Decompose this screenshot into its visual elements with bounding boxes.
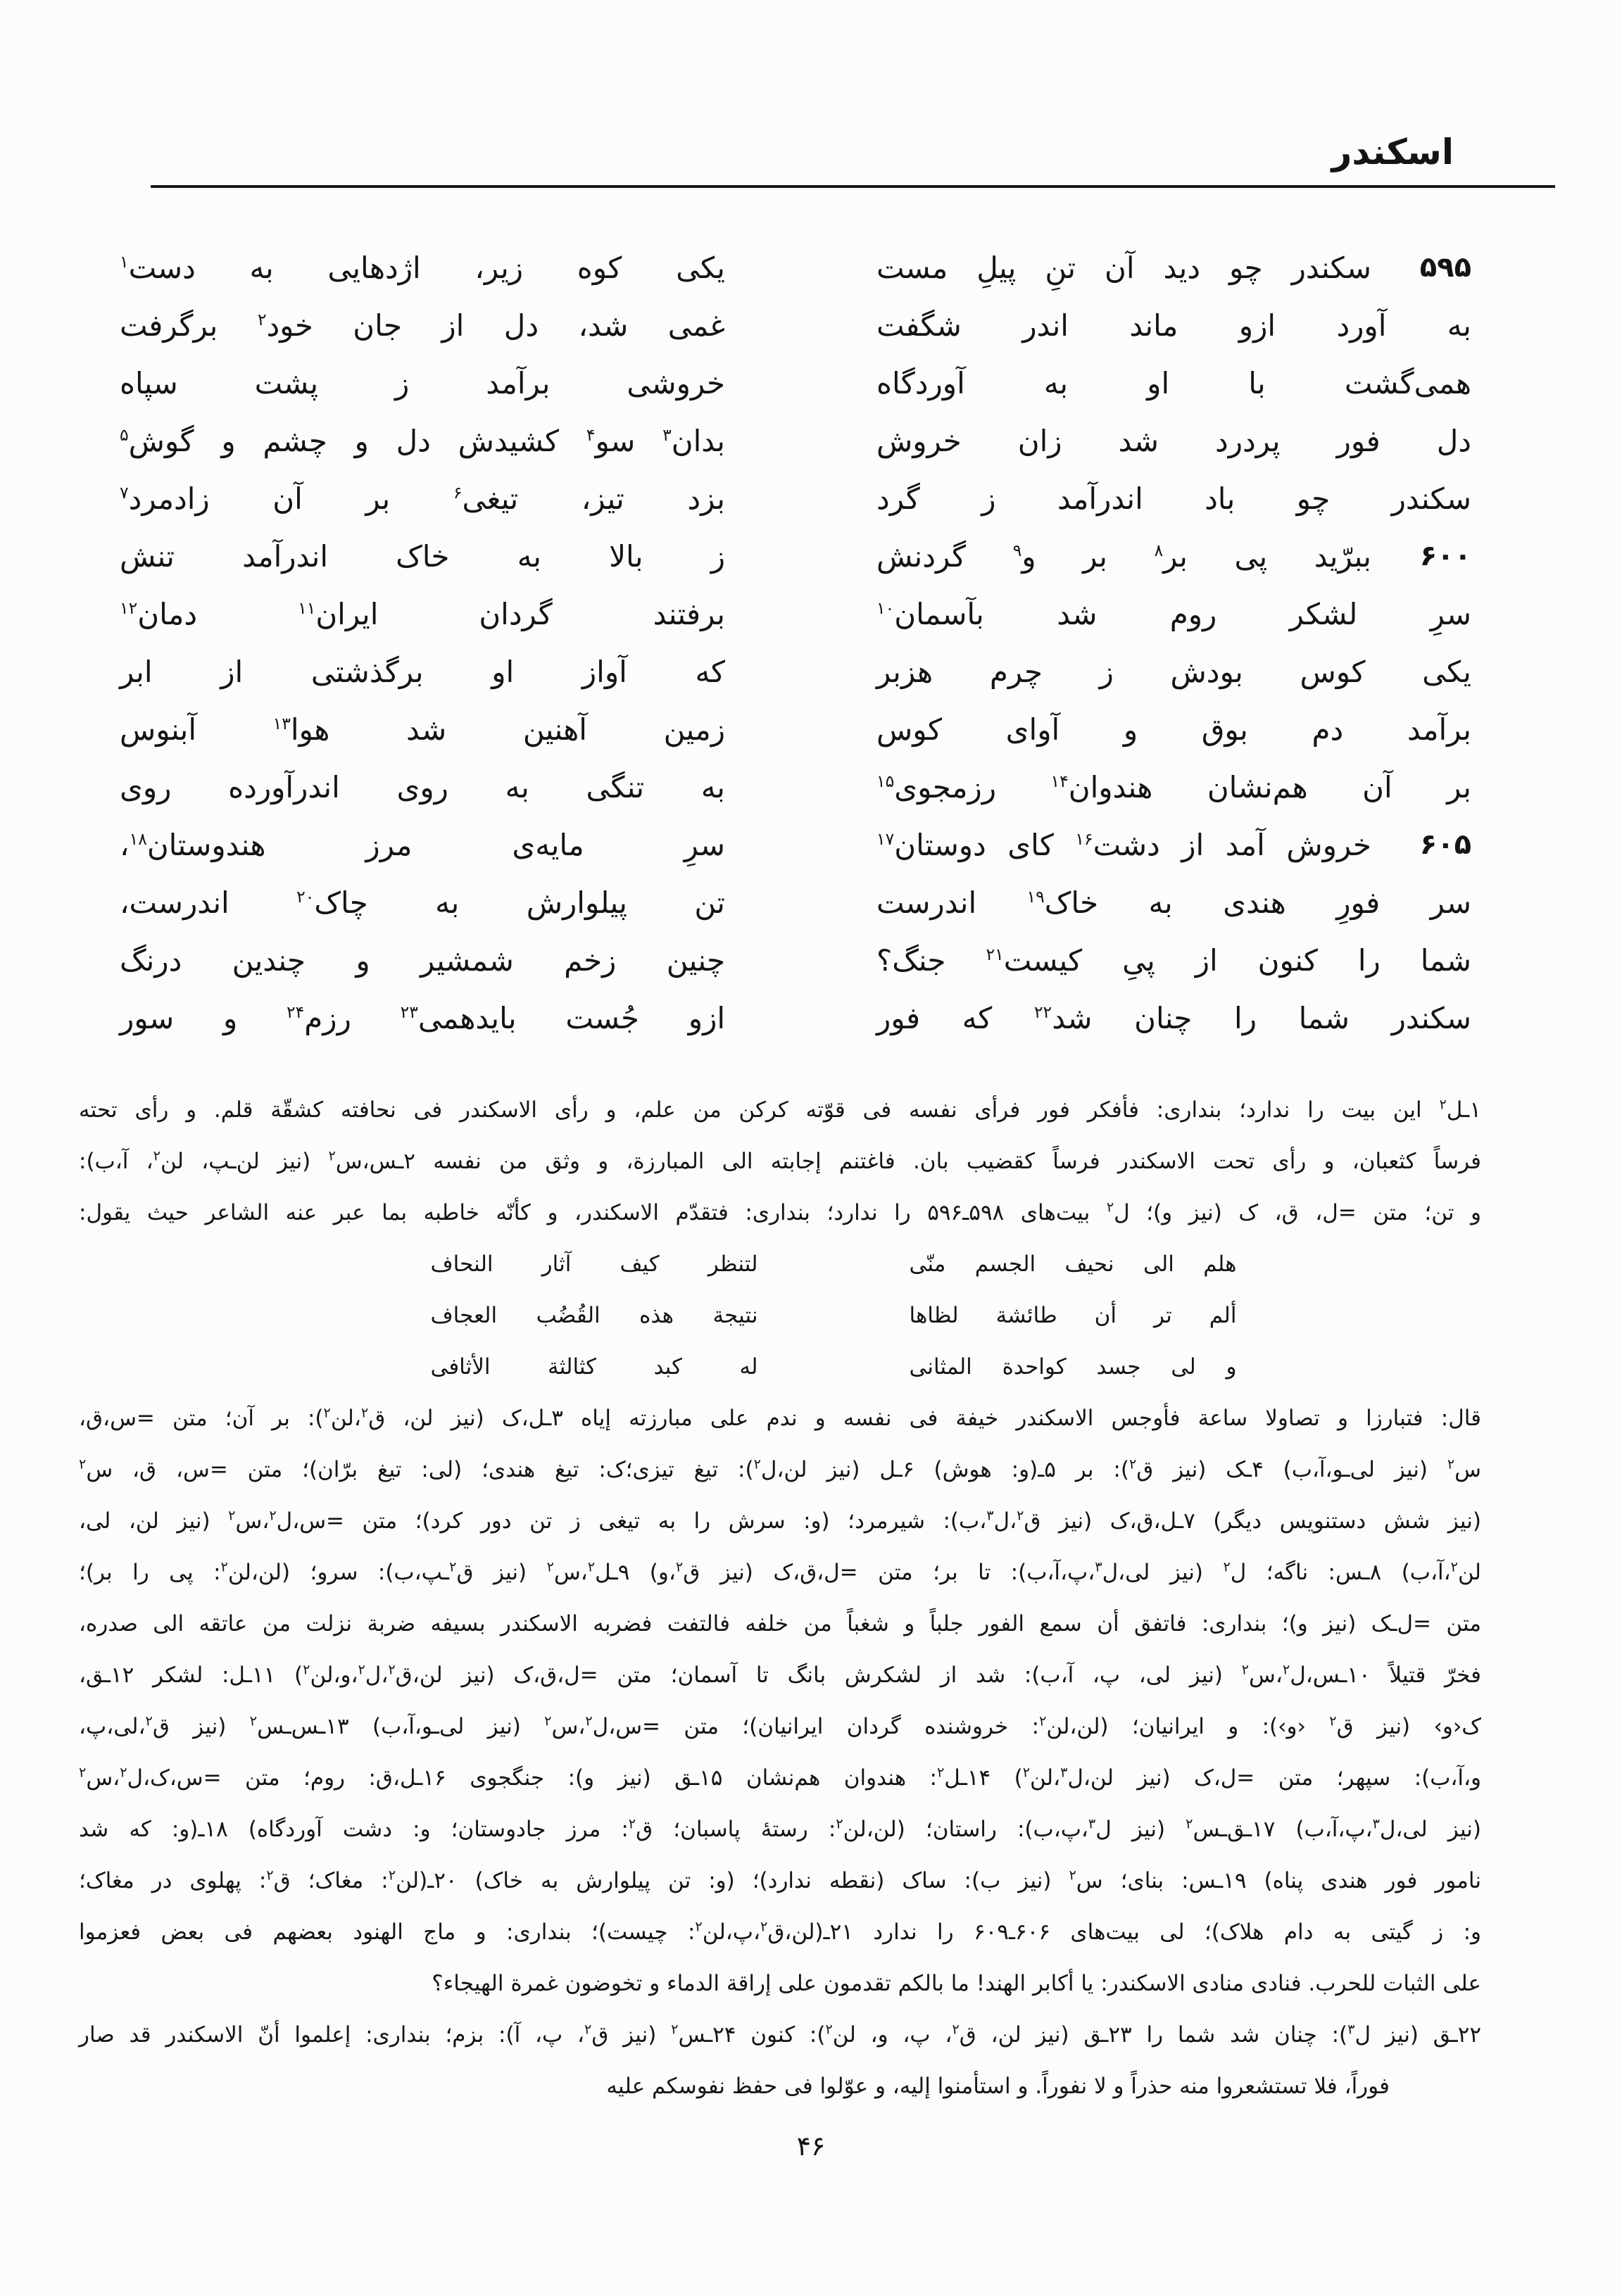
arabic-hemistich-left: لتنظر کیف آثار النحاف — [430, 1251, 758, 1277]
arabic-couplet — [132, 1342, 1535, 1393]
hemistich-1: شما را کنون از پیِ کیست$^{۲۱}$ جنگ؟ — [876, 942, 1471, 978]
hemistich-2: غمی شد، دل از جان خود$^۲$ برگرفت — [120, 308, 726, 343]
hemistich-1: سرِ لشکر روم شد بآسمان$^{۱۰}$ — [876, 596, 1471, 631]
hemistich-1: سر فورِ هندی به خاک$^{۱۹}$ اندرست — [876, 885, 1471, 920]
footnote-line: س$^۲$ (نیز لی‌ـو،آ،ب) ۴ـک (نیز ق$^۲$): بر ۵ـ(و: هوش) ۶ـل (نیز لن،ل$^۲$): تیغ تیزی؛ک: تیغ هندی؛ (لی: تیغ برّان)؛ متن =س، ق، س$^۲$ — [79, 1456, 1481, 1482]
footnote-line: و: ز گیتی به دام هلاک)؛ لی بیت‌های ۶۰۶ـ۶۰۹ را ندارد ۲۱ـ(لن،ق$^۲$،پ،لن$^۲$: چیست)؛ بنداری: و ماج الهنود بعضهم فی بعض فعزموا — [79, 1918, 1481, 1945]
verse-row — [120, 873, 1471, 931]
arabic-hemistich-left: له کبد کثالثة الأثافی — [430, 1354, 758, 1380]
arabic-hemistich-right: ألم تر أن طائشة لظاها — [909, 1303, 1237, 1328]
verse-row — [120, 296, 1471, 354]
arabic-hemistich-right: هلم الی نحیف الجسم منّی — [909, 1251, 1237, 1277]
footnote-line: و تن؛ متن =ل، ق، ک (نیز و)؛ ل$^۲$ بیت‌های ۵۹۸ـ۵۹۶ را ندارد؛ بنداری: فتقدّم الاسکندر، و کأنّه خاطبه بما عبر عنه الشاعر حیث یقول: — [79, 1199, 1481, 1225]
footnote-line: ۱ـل$^۲$ این بیت را ندارد؛ بنداری: فأفکر فور فرأی نفسه فی قوّته کرکن من علم، و رأی الاسکندر فی نحافته کشقّة قلم. و رأی تحته — [79, 1096, 1481, 1123]
verse-number: ۵۹۵ — [1419, 251, 1471, 284]
hemistich-2: بدان$^۳$ سو$^۴$ کشیدش دل و چشم و گوش$^۵$ — [120, 423, 725, 458]
page-footer — [0, 2131, 1622, 2162]
arabic-couplet — [132, 1239, 1535, 1290]
hemistich-1: ببرّید پی بر$^۸$ بر و$^۹$ گردنش — [876, 538, 1371, 574]
verse-row — [120, 643, 1471, 700]
hemistich-1: بر آن هم‌نشان هندوان$^{۱۴}$ رزمجوی$^{۱۵}$ — [876, 769, 1471, 805]
hemistich-2: خروشی برآمد ز پشت سپاه — [120, 365, 725, 400]
hemistich-1: سکندر چو باد اندرآمد ز گرد — [876, 481, 1471, 516]
hemistich-1: دل فور پردرد شد زان خروش — [876, 423, 1471, 458]
verse-row — [120, 527, 1471, 585]
footnote-section — [79, 1085, 1481, 2112]
footnote-line: متن =ل‌ـک (نیز و)؛ بنداری: فاتفق أن سمع الفور جلباً و شغباً من خلفه فالتفت فضربه الاسکندر بسیفه ضربة نزلت من عاتقه الی صدره، — [79, 1611, 1481, 1636]
hemistich-2: بزد تیز، تیغی$^۶$ بر آن زادمرد$^۷$ — [120, 481, 725, 516]
footnote-line: قال: فتبارزا و تصاولا ساعة فأوجس الاسکندر خیفة فی نفسه و ندم علی مبارزته إیاه ۳ـل،ک (نیز لن، ق$^۲$،لن$^۲$): بر آن؛ متن =س،ق، — [79, 1404, 1482, 1431]
hemistich-1: سکندر شما را چنان شد$^{۲۲}$ که فور — [876, 1000, 1471, 1035]
hemistich-1: به آورد ازو ماند اندر شگفت — [876, 308, 1471, 343]
footnote-line: ۲۲ـق (نیز ل$^۳$): چنان شد شما را ۲۳ـق (نیز لن، ق$^۲$، پ، و، لن$^۲$): کنون ۲۴ـس$^۲$ (نیز ق$^۲$، پ، آ): بزم؛ بنداری: إعلموا أنّ الاسکندر قد صار — [79, 2021, 1482, 2048]
verse-row — [120, 931, 1471, 989]
footnote-line: علی الثبات للحرب. فنادی منادی الاسکندر: یا أکابر الهند! ما بالکم تقدمون علی إراقة الدماء و تخوضون غمرة الهیجاء؟ — [432, 1971, 1481, 1996]
hemistich-2: که آواز او برگذشتی از ابر — [120, 654, 725, 689]
hemistich-1: یکی کوس بودش ز چرم هزبر — [876, 654, 1471, 689]
hemistich-2: یکی کوه زیر، اژدهایی به دست$^۱$ — [120, 250, 725, 285]
verse-row — [120, 585, 1471, 643]
arabic-hemistich-right: و لی جسد کواحدة المثانی — [909, 1354, 1237, 1380]
first-hemistich-zone — [876, 770, 1471, 805]
footnote-line: (نیز لی،ل$^۳$،پ،آ،ب) ۱۷ـق‌ـس$^۲$ (نیز ل$^۳$،پ،ب): راستان؛ (لن،لن$^۲$: رستهٔ پاسبان؛ ق$^۲$: مرز جادوستان؛ و: دشت آوردگاه) ۱۸ـ(و: که شد — [79, 1815, 1481, 1842]
hemistich-2: ز بالا به خاک اندرآمد تنش — [120, 538, 725, 574]
first-hemistich-zone — [876, 481, 1471, 516]
verse-number: ۶۰۰ — [1419, 540, 1471, 572]
first-hemistich-zone — [876, 943, 1471, 978]
footnote-line: و،آ،ب): سپهر؛ متن =ل،ک (نیز لن،ل$^۳$،لن$^۲$) ۱۴ـل$^۲$: هندوان هم‌نشان ۱۵ـق (نیز و): جنگجوی ۱۶ـل،ق: روم؛ متن =س،ک،ل$^۲$،س$^۲$ — [79, 1764, 1482, 1791]
verse-row — [120, 469, 1471, 527]
hemistich-2: زمین آهنین شد هوا$^{۱۳}$ آبنوس — [120, 712, 725, 747]
hemistich-1: برآمد دم بوق و آوای کوس — [876, 712, 1471, 747]
hemistich-2: تن پیلوارش به چاک$^{۲۰}$ اندرست، — [120, 885, 725, 920]
footnote-line: ک‹و› (نیز ق$^۲$ ‹و›): و ایرانیان؛ (لن،لن$^۲$: خروشنده گردان ایرانیان)؛ متن =س،ل$^۲$،س$^۲$ (نیز لی‌ـو،آ،ب) ۱۳ـس‌ـس$^۲$ (نیز ق$^۲$،لی،پ، — [79, 1712, 1482, 1739]
first-hemistich-zone — [876, 539, 1471, 574]
hemistich-1: خروش آمد از دشت$^{۱۶}$ کای دوستان$^{۱۷}$ — [876, 827, 1372, 862]
verse-list — [120, 239, 1471, 1047]
first-hemistich-zone — [876, 1001, 1471, 1035]
footnote-line: (نیز شش دستنویس دیگر) ۷ـل،ق،ک (نیز ق$^۲$،ل$^۳$،ب): شیرمرد؛ (و: سرش را به تیغی ز تن دور کرد)؛ متن =س،ل$^۲$،س$^۲$ (نیز لن، لی، — [79, 1507, 1482, 1534]
hemistich-1: همی‌گشت با او به آوردگاه — [876, 365, 1471, 400]
verse-row — [120, 239, 1471, 296]
first-hemistich-zone — [876, 424, 1471, 458]
hemistich-2: سرِ مایه‌ی مرز هندوستان$^{۱۸}$، — [120, 827, 725, 862]
first-hemistich-zone — [876, 366, 1471, 400]
verse-number: ۶۰۵ — [1419, 828, 1471, 861]
first-hemistich-zone — [876, 308, 1471, 343]
verse-row — [120, 989, 1471, 1047]
first-hemistich-zone — [876, 885, 1471, 920]
footnote-line: لن$^۲$،آ،ب) ۸ـس: ناگه؛ ل$^۲$ (نیز لی،ل$^۳$،پ،آ،ب): تا بر؛ متن =ل،ق،ک (نیز ق$^۲$،و) ۹ـل$^۲$،س$^۲$ (نیز ق$^۲$ـپ،ب): سرو؛ (لن،لن$^۲$: پی را بر)؛ — [79, 1558, 1481, 1585]
section-title: اسکندر — [1331, 132, 1454, 172]
verse-row — [120, 412, 1471, 469]
verse-row — [120, 758, 1471, 816]
hemistich-2: ازو جُست بایدهمی$^{۲۳}$ رزم$^{۲۴}$ و سور — [120, 1000, 726, 1035]
verse-row — [120, 354, 1471, 412]
footnote-line: فخرّ قتیلاً ۱۰ـس،ل$^۲$،س$^۲$ (نیز لی، پ، آ،ب): شد از لشکرش بانگ تا آسمان؛ متن =ل،ق،ک (نیز لن،ق$^۲$،ل$^۲$،و،لن$^۲$) ۱۱ـل: لشکر ۱۲ـق، — [79, 1661, 1481, 1688]
verse-row — [120, 700, 1471, 758]
page-header — [0, 130, 1622, 174]
footnote-line: فرساً کثعبان، و رأی تحت الاسکندر فرساً کقضیب بان. فاغتنم إجابته الی المبارزة، و وثق من نفسه ۲ـس،س$^۲$ (نیز لن‌ـپ، لن$^۲$، آ،ب): — [79, 1147, 1482, 1174]
hemistich-1: سکندر چو دید آن تنِ پیلِ مست — [876, 250, 1371, 285]
verse-row — [120, 816, 1471, 873]
page-number: ۴۶ — [796, 2131, 826, 2162]
hemistich-2: برفتند گردان ایران$^{۱۱}$ دمان$^{۱۲}$ — [120, 596, 725, 631]
hemistich-2: به تنگی به روی اندرآورده روی — [120, 769, 725, 805]
first-hemistich-zone — [876, 655, 1471, 689]
first-hemistich-zone — [876, 712, 1471, 747]
arabic-hemistich-left: نتیجة هذه القُضُب العجاف — [430, 1303, 758, 1328]
arabic-couplet — [132, 1290, 1535, 1342]
first-hemistich-zone — [876, 251, 1471, 285]
hemistich-2: چنین زخم شمشیر و چندین درنگ — [120, 942, 725, 978]
footnote-line: فوراً، فلا تستشعروا منه حذراً و لا نفوراً. و استأمنوا إلیه، و عوّلوا فی حفظ نفوسکم علیه — [606, 2074, 1390, 2099]
first-hemistich-zone — [876, 828, 1471, 862]
footnote-line: نامور فور هندی پناه) ۱۹ـس: بنای؛ س$^۲$ (نیز ب): ساک (نقطه ندارد)؛ (و: تن پیلوارش به خاک) ۲۰ـ(لن$^۲$: مغاک؛ ق$^۲$: پهلوی در مغاک؛ — [79, 1867, 1481, 1893]
first-hemistich-zone — [876, 597, 1471, 631]
header-rule — [151, 185, 1555, 188]
